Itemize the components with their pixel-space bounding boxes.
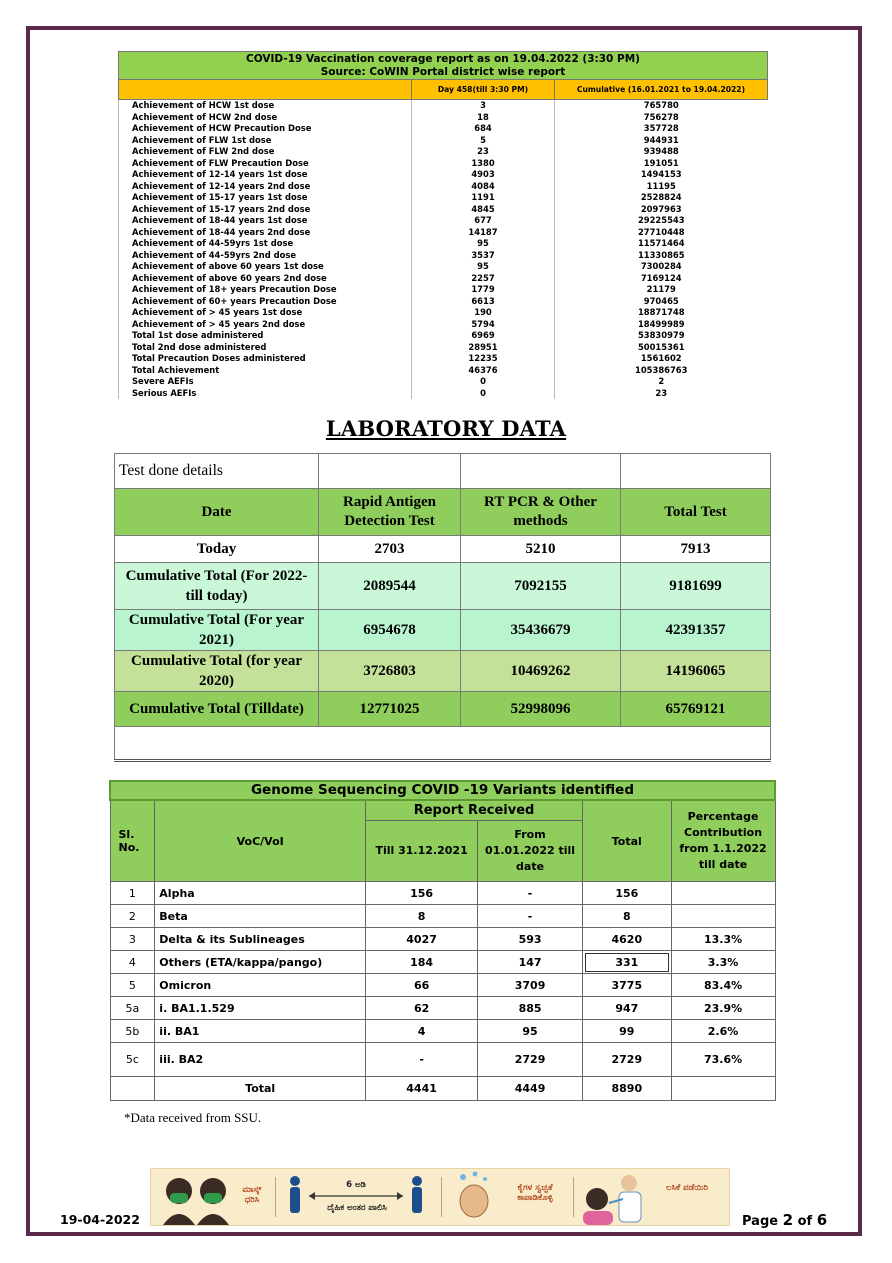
vaccination-row-day: 95 [412, 261, 555, 273]
page-number [742, 1211, 827, 1229]
vaccination-row-label: Achievement of > 45 years 1st dose [119, 307, 412, 319]
vaccination-row-day: 677 [412, 215, 555, 227]
vaccination-row [119, 307, 768, 319]
vaccination-row-day: 46376 [412, 365, 555, 377]
vaccination-row-cumulative: 11571464 [555, 238, 768, 250]
lab-row-label: Today [115, 536, 319, 563]
lab-row-rat: 2703 [319, 536, 461, 563]
vaccination-row-label: Serious AEFIs [119, 388, 412, 400]
genome-row-slno: 3 [110, 928, 155, 951]
vaccination-row-cumulative: 11330865 [555, 250, 768, 262]
banner-separator [275, 1177, 276, 1217]
genome-row-till: 66 [366, 974, 478, 997]
genome-row-slno: 5 [110, 974, 155, 997]
vaccination-title-line2: Source: CoWIN Portal district wise report [320, 65, 566, 78]
vaccination-row [119, 319, 768, 331]
banner-hands-text: ಕೈಗಳ ಸ್ವಚ್ಛತೆ ಕಾಪಾಡಿಕೊಳ್ಳಿ [517, 1183, 553, 1203]
lab-footer-blank [115, 727, 771, 761]
genome-header-total: Total [583, 800, 672, 882]
genome-row-from: - [478, 905, 583, 928]
genome-row [110, 882, 775, 905]
physical-distance-icon [281, 1169, 431, 1225]
lab-header-date: Date [115, 489, 319, 536]
vaccination-row-day: 95 [412, 238, 555, 250]
vaccination-coverage-table [118, 51, 768, 399]
vaccination-row-cumulative: 765780 [555, 100, 768, 112]
vaccination-row-day: 18 [412, 112, 555, 124]
vaccination-row-cumulative: 53830979 [555, 330, 768, 342]
vaccination-row [119, 204, 768, 216]
vaccination-row-day: 23 [412, 146, 555, 158]
vaccination-row-label: Achievement of 44-59yrs 2nd dose [119, 250, 412, 262]
genome-total-total: 8890 [583, 1077, 672, 1101]
lab-row-label: Cumulative Total (Tilldate) [115, 692, 319, 727]
genome-row-variant: ii. BA1 [155, 1020, 366, 1043]
genome-row-from: 885 [478, 997, 583, 1020]
vaccination-row-day: 0 [412, 388, 555, 400]
vaccination-row-cumulative: 1561602 [555, 353, 768, 365]
lab-header-total-test: Total Test [621, 489, 771, 536]
vaccination-row-label: Achievement of 60+ years Precaution Dose [119, 296, 412, 308]
banner-mask-text: ಮಾಸ್ಕ್ ಧರಿಸಿ [242, 1185, 262, 1205]
data-source-note: *Data received from SSU. [124, 1110, 262, 1125]
vaccination-row-day: 5794 [412, 319, 555, 331]
vaccination-row [119, 296, 768, 308]
vaccination-row-label: Total Achievement [119, 365, 412, 377]
lab-row-2022 [115, 563, 771, 610]
genome-row-from: 95 [478, 1020, 583, 1043]
genome-row-total: 4620 [583, 928, 672, 951]
genome-row-total: 947 [583, 997, 672, 1020]
page-total: 6 [816, 1211, 828, 1229]
genome-row-till: 4 [366, 1020, 478, 1043]
genome-header-voc: VoC/VoI [155, 800, 366, 882]
vaccination-row-day: 28951 [412, 342, 555, 354]
genome-table-body [110, 882, 775, 1077]
vaccination-row-day: 684 [412, 123, 555, 135]
vaccination-row [119, 123, 768, 135]
page-current: 2 [782, 1211, 794, 1229]
genome-row-percentage: 23.9% [671, 997, 775, 1020]
vaccination-row-label: Achievement of 15-17 years 1st dose [119, 192, 412, 204]
lab-row-label: Cumulative Total (For 2022- till today) [115, 563, 319, 610]
genome-row-total: 2729 [583, 1043, 672, 1077]
vaccination-row [119, 227, 768, 239]
vaccination-row-label: Achievement of above 60 years 1st dose [119, 261, 412, 273]
genome-row [110, 997, 775, 1020]
vaccination-icon [579, 1169, 653, 1225]
banner-distance-top: 6 ಅಡಿ [346, 1180, 366, 1190]
banner-distance-bottom: ದೈಹಿಕ ಅಂತರ ಪಾಲಿಸಿ [327, 1203, 387, 1213]
genome-header-report-received: Report Received [366, 800, 583, 820]
vaccination-row [119, 330, 768, 342]
genome-row-total: 331 [583, 951, 672, 974]
vaccination-row-cumulative: 23 [555, 388, 768, 400]
vaccination-row-cumulative: 7300284 [555, 261, 768, 273]
page-prefix: Page [742, 1214, 783, 1229]
genome-total-row [110, 1077, 775, 1101]
vaccination-row [119, 261, 768, 273]
genome-row-variant: Omicron [155, 974, 366, 997]
hand-wash-icon [449, 1169, 499, 1225]
lab-footer-row [115, 727, 771, 761]
masked-people-icon [157, 1169, 237, 1225]
vaccination-row-cumulative: 7169124 [555, 273, 768, 285]
vaccination-row-label: Achievement of > 45 years 2nd dose [119, 319, 412, 331]
vaccination-row-label: Total 2nd dose administered [119, 342, 412, 354]
genome-row-percentage: 73.6% [671, 1043, 775, 1077]
genome-row-total: 8 [583, 905, 672, 928]
vaccination-row [119, 250, 768, 262]
vaccination-row-cumulative: 939488 [555, 146, 768, 158]
genome-table-title: Genome Sequencing COVID -19 Variants identified [110, 781, 775, 800]
genome-row-total: 99 [583, 1020, 672, 1043]
lab-row-label: Cumulative Total (for year 2020) [115, 651, 319, 692]
banner-vaccine-text: ಲಸಿಕೆ ಪಡೆಯಿರಿ [666, 1183, 708, 1193]
test-done-details-label: Test done details [115, 454, 319, 489]
vaccination-row-cumulative: 105386763 [555, 365, 768, 377]
genome-total-from: 4449 [478, 1077, 583, 1101]
genome-row-from: 2729 [478, 1043, 583, 1077]
vaccination-row-label: Achievement of HCW 2nd dose [119, 112, 412, 124]
vaccination-row-label: Achievement of FLW 2nd dose [119, 146, 412, 158]
genome-row-till: 8 [366, 905, 478, 928]
genome-row-percentage [671, 882, 775, 905]
lab-row-rat: 3726803 [319, 651, 461, 692]
vaccination-row-day: 1779 [412, 284, 555, 296]
vaccination-header-blank [119, 80, 412, 100]
vaccination-header-day: Day 458(till 3:30 PM) [412, 80, 555, 100]
genome-row-till: - [366, 1043, 478, 1077]
vaccination-row [119, 284, 768, 296]
lab-row-total: 42391357 [621, 610, 771, 651]
vaccination-row-day: 1380 [412, 158, 555, 170]
lab-row-rtpcr: 7092155 [461, 563, 621, 610]
genome-header-from: From 01.01.2022 till date [478, 820, 583, 881]
vaccination-row-day: 2257 [412, 273, 555, 285]
genome-sequencing-table [109, 780, 776, 1101]
vaccination-row-cumulative: 27710448 [555, 227, 768, 239]
vaccination-row-cumulative: 2528824 [555, 192, 768, 204]
vaccination-row [119, 388, 768, 400]
genome-row-till: 62 [366, 997, 478, 1020]
details-blank-1 [319, 454, 461, 489]
vaccination-row-cumulative: 357728 [555, 123, 768, 135]
vaccination-row-cumulative: 1494153 [555, 169, 768, 181]
lab-row-rtpcr: 52998096 [461, 692, 621, 727]
genome-total-pct-blank [671, 1077, 775, 1101]
vaccination-row [119, 158, 768, 170]
genome-row-till: 4027 [366, 928, 478, 951]
laboratory-data-table [114, 453, 771, 762]
genome-total-till: 4441 [366, 1077, 478, 1101]
vaccination-row-cumulative: 2097963 [555, 204, 768, 216]
vaccination-row-day: 12235 [412, 353, 555, 365]
vaccination-row [119, 273, 768, 285]
genome-row-from: 593 [478, 928, 583, 951]
genome-row-variant: iii. BA2 [155, 1043, 366, 1077]
covid-appropriate-behaviour-banner [150, 1168, 730, 1226]
genome-row-till: 184 [366, 951, 478, 974]
banner-separator [573, 1177, 574, 1217]
vaccination-row-cumulative: 970465 [555, 296, 768, 308]
vaccination-table-title [119, 52, 768, 80]
vaccination-row [119, 342, 768, 354]
genome-row [110, 1043, 775, 1077]
genome-total-blank [110, 1077, 155, 1101]
vaccination-row-label: Achievement of FLW 1st dose [119, 135, 412, 147]
lab-header-row [115, 489, 771, 536]
genome-row-from: 147 [478, 951, 583, 974]
vaccination-row-day: 4084 [412, 181, 555, 193]
lab-row-total: 9181699 [621, 563, 771, 610]
lab-header-rapid-antigen: Rapid Antigen Detection Test [319, 489, 461, 536]
vaccination-row [119, 146, 768, 158]
vaccination-row-day: 0 [412, 376, 555, 388]
genome-row-variant: Alpha [155, 882, 366, 905]
vaccination-row-day: 14187 [412, 227, 555, 239]
genome-row-variant: Delta & its Sublineages [155, 928, 366, 951]
vaccination-row-label: Total Precaution Doses administered [119, 353, 412, 365]
vaccination-row-day: 3537 [412, 250, 555, 262]
vaccination-row [119, 135, 768, 147]
details-blank-3 [621, 454, 771, 489]
vaccination-row-label: Achievement of above 60 years 2nd dose [119, 273, 412, 285]
vaccination-row-day: 6613 [412, 296, 555, 308]
lab-row-rat: 12771025 [319, 692, 461, 727]
lab-row-tilldate [115, 692, 771, 727]
vaccination-row-label: Achievement of 44-59yrs 1st dose [119, 238, 412, 250]
genome-row [110, 928, 775, 951]
genome-row-total: 156 [583, 882, 672, 905]
lab-row-total: 7913 [621, 536, 771, 563]
vaccination-row-label: Severe AEFIs [119, 376, 412, 388]
genome-row-from: 3709 [478, 974, 583, 997]
vaccination-row-day: 3 [412, 100, 555, 112]
vaccination-row-label: Achievement of 18-44 years 2nd dose [119, 227, 412, 239]
vaccination-row [119, 376, 768, 388]
vaccination-row-day: 6969 [412, 330, 555, 342]
details-blank-2 [461, 454, 621, 489]
lab-header-rtpcr: RT PCR & Other methods [461, 489, 621, 536]
vaccination-row-cumulative: 2 [555, 376, 768, 388]
vaccination-row-cumulative: 11195 [555, 181, 768, 193]
vaccination-row [119, 238, 768, 250]
vaccination-table-header [119, 80, 768, 100]
genome-row-slno: 2 [110, 905, 155, 928]
banner-separator [441, 1177, 442, 1217]
genome-row-slno: 1 [110, 882, 155, 905]
vaccination-row-cumulative: 21179 [555, 284, 768, 296]
genome-row-variant: Beta [155, 905, 366, 928]
genome-row-variant: i. BA1.1.529 [155, 997, 366, 1020]
genome-row-from: - [478, 882, 583, 905]
lab-row-rat: 6954678 [319, 610, 461, 651]
vaccination-row [119, 100, 768, 112]
genome-row-percentage: 13.3% [671, 928, 775, 951]
vaccination-row-label: Total 1st dose administered [119, 330, 412, 342]
lab-row-rtpcr: 35436679 [461, 610, 621, 651]
vaccination-row [119, 365, 768, 377]
lab-row-2020 [115, 651, 771, 692]
vaccination-row-cumulative: 50015361 [555, 342, 768, 354]
genome-row-percentage: 3.3% [671, 951, 775, 974]
genome-row-percentage [671, 905, 775, 928]
genome-row-slno: 5c [110, 1043, 155, 1077]
vaccination-row-cumulative: 756278 [555, 112, 768, 124]
vaccination-row-cumulative: 191051 [555, 158, 768, 170]
vaccination-row-label: Achievement of 12-14 years 2nd dose [119, 181, 412, 193]
lab-row-label: Cumulative Total (For year 2021) [115, 610, 319, 651]
genome-row-till: 156 [366, 882, 478, 905]
genome-header-slno: Sl. No. [110, 800, 155, 882]
genome-row-percentage: 83.4% [671, 974, 775, 997]
vaccination-row-day: 4845 [412, 204, 555, 216]
vaccination-row-label: Achievement of 12-14 years 1st dose [119, 169, 412, 181]
vaccination-row [119, 192, 768, 204]
genome-header-percentage: Percentage Contribution from 1.1.2022 till date [671, 800, 775, 882]
lab-row-total: 65769121 [621, 692, 771, 727]
vaccination-row-day: 4903 [412, 169, 555, 181]
page-of: of [793, 1214, 817, 1229]
genome-row [110, 974, 775, 997]
vaccination-table-body [119, 100, 768, 400]
vaccination-row-label: Achievement of HCW 1st dose [119, 100, 412, 112]
genome-row-slno: 5b [110, 1020, 155, 1043]
genome-row-percentage: 2.6% [671, 1020, 775, 1043]
vaccination-row [119, 112, 768, 124]
lab-row-total: 14196065 [621, 651, 771, 692]
vaccination-row-label: Achievement of 15-17 years 2nd dose [119, 204, 412, 216]
lab-row-rtpcr: 5210 [461, 536, 621, 563]
vaccination-row-label: Achievement of FLW Precaution Dose [119, 158, 412, 170]
genome-row [110, 905, 775, 928]
vaccination-row-cumulative: 18499989 [555, 319, 768, 331]
genome-row-slno: 4 [110, 951, 155, 974]
lab-row-2021 [115, 610, 771, 651]
lab-row-rat: 2089544 [319, 563, 461, 610]
genome-header-till: Till 31.12.2021 [366, 820, 478, 881]
vaccination-row-label: Achievement of HCW Precaution Dose [119, 123, 412, 135]
vaccination-row [119, 215, 768, 227]
genome-row [110, 1020, 775, 1043]
vaccination-row [119, 169, 768, 181]
genome-row [110, 951, 775, 974]
vaccination-row-day: 5 [412, 135, 555, 147]
vaccination-row-cumulative: 29225543 [555, 215, 768, 227]
genome-total-label: Total [155, 1077, 366, 1101]
vaccination-row-label: Achievement of 18-44 years 1st dose [119, 215, 412, 227]
genome-row-total: 3775 [583, 974, 672, 997]
vaccination-row [119, 353, 768, 365]
vaccination-row-cumulative: 18871748 [555, 307, 768, 319]
footer-date: 19-04-2022 [60, 1212, 140, 1227]
vaccination-row-day: 1191 [412, 192, 555, 204]
vaccination-row-label: Achievement of 18+ years Precaution Dose [119, 284, 412, 296]
lab-row-rtpcr: 10469262 [461, 651, 621, 692]
laboratory-data-title: LABORATORY DATA [325, 416, 567, 441]
vaccination-title-line1: COVID-19 Vaccination coverage report as on 19.04.2022 (3:30 PM) [246, 52, 640, 65]
vaccination-header-cumulative: Cumulative (16.01.2021 to 19.04.2022) [555, 80, 768, 100]
lab-row-today [115, 536, 771, 563]
genome-row-slno: 5a [110, 997, 155, 1020]
vaccination-row [119, 181, 768, 193]
genome-row-variant: Others (ETA/kappa/pango) [155, 951, 366, 974]
vaccination-row-day: 190 [412, 307, 555, 319]
vaccination-row-cumulative: 944931 [555, 135, 768, 147]
